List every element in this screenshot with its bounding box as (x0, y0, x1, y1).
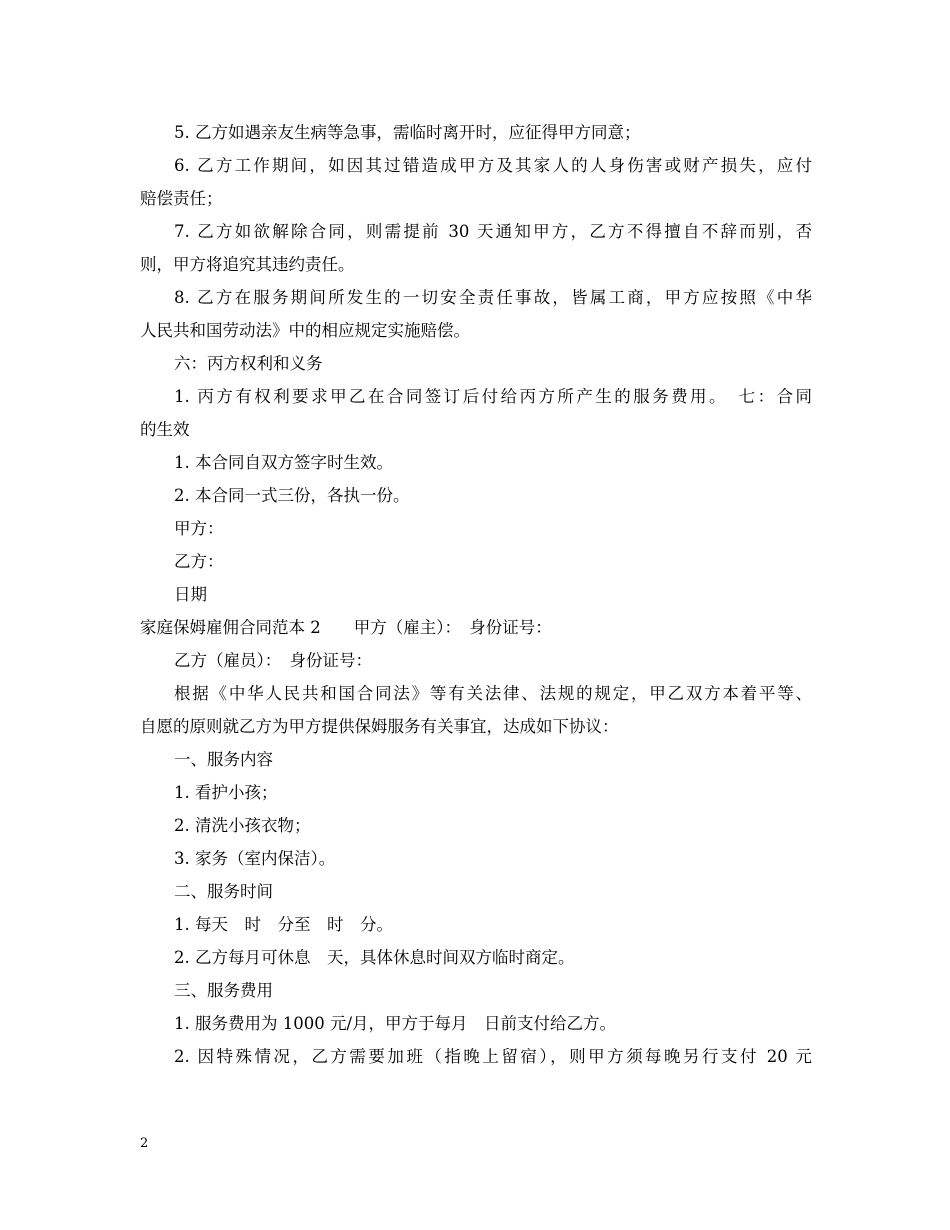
service-item-3: 3. 家务（室内保洁）。 (174, 849, 336, 868)
party-c-clause-line-1: 1. 丙方有权利要求甲乙在合同签订后付给丙方所产生的服务费用。 七：合同 (174, 387, 812, 406)
signature-party-b: 乙方： (174, 552, 224, 571)
document-body (140, 116, 812, 1073)
service-item-1: 1. 看护小孩； (174, 783, 278, 802)
section-heading-service-time: 二、服务时间 (174, 882, 273, 901)
service-item-2: 2. 清洗小孩衣物； (174, 816, 311, 835)
section-heading-service-content: 一、服务内容 (174, 750, 273, 769)
effect-clause-2: 2. 本合同一式三份，各执一份。 (174, 486, 410, 505)
contract-2-title-line: 家庭保姆雇佣合同范本 2 甲方（雇主）： 身份证号： (140, 618, 552, 637)
clause-6-line-2: 赔偿责任； (140, 189, 223, 208)
service-time-item-1: 1. 每天 时 分至 时 分。 (174, 915, 393, 934)
clause-8-line-2: 人民共和国劳动法》中的相应规定实施赔偿。 (140, 321, 470, 340)
effect-clause-1: 1. 本合同自双方签字时生效。 (174, 453, 393, 472)
party-c-clause-line-2: 的生效 (140, 420, 190, 439)
preamble-line-2: 自愿的原则就乙方为甲方提供保姆服务有关事宜，达成如下协议： (140, 717, 619, 736)
signature-date: 日期 (174, 585, 207, 604)
clause-5-line: 5. 乙方如遇亲友生病等急事，需临时离开时，应征得甲方同意； (174, 123, 641, 142)
clause-8-line-1: 8. 乙方在服务期间所发生的一切安全责任事故，皆属工商，甲方应按照《中华 (174, 288, 812, 307)
clause-7-line-1: 7. 乙方如欲解除合同，则需提前 30 天通知甲方，乙方不得擅自不辞而别，否 (174, 222, 812, 241)
signature-party-a: 甲方： (174, 519, 224, 538)
section-heading-party-c: 六：丙方权利和义务 (174, 354, 323, 373)
service-time-item-2: 2. 乙方每月可休息 天，具体休息时间双方临时商定。 (174, 948, 575, 967)
preamble-line-1: 根据《中华人民共和国合同法》等有关法律、法规的规定，甲乙双方本着平等、 (174, 684, 812, 703)
clause-6-line-1: 6. 乙方工作期间，如因其过错造成甲方及其家人的人身伤害或财产损失，应付 (174, 156, 812, 175)
service-fee-item-2: 2. 因特殊情况，乙方需要加班（指晚上留宿），则甲方须每晚另行支付 20 元 (174, 1047, 812, 1066)
clause-7-line-2: 则，甲方将追究其违约责任。 (140, 255, 355, 274)
service-fee-item-1: 1. 服务费用为 1000 元/月，甲方于每月 日前支付给乙方。 (174, 1014, 617, 1033)
contract-2-party-b-line: 乙方（雇员）： 身份证号： (174, 651, 372, 670)
page-number: 2 (140, 1136, 149, 1151)
section-heading-service-fee: 三、服务费用 (174, 981, 273, 1000)
